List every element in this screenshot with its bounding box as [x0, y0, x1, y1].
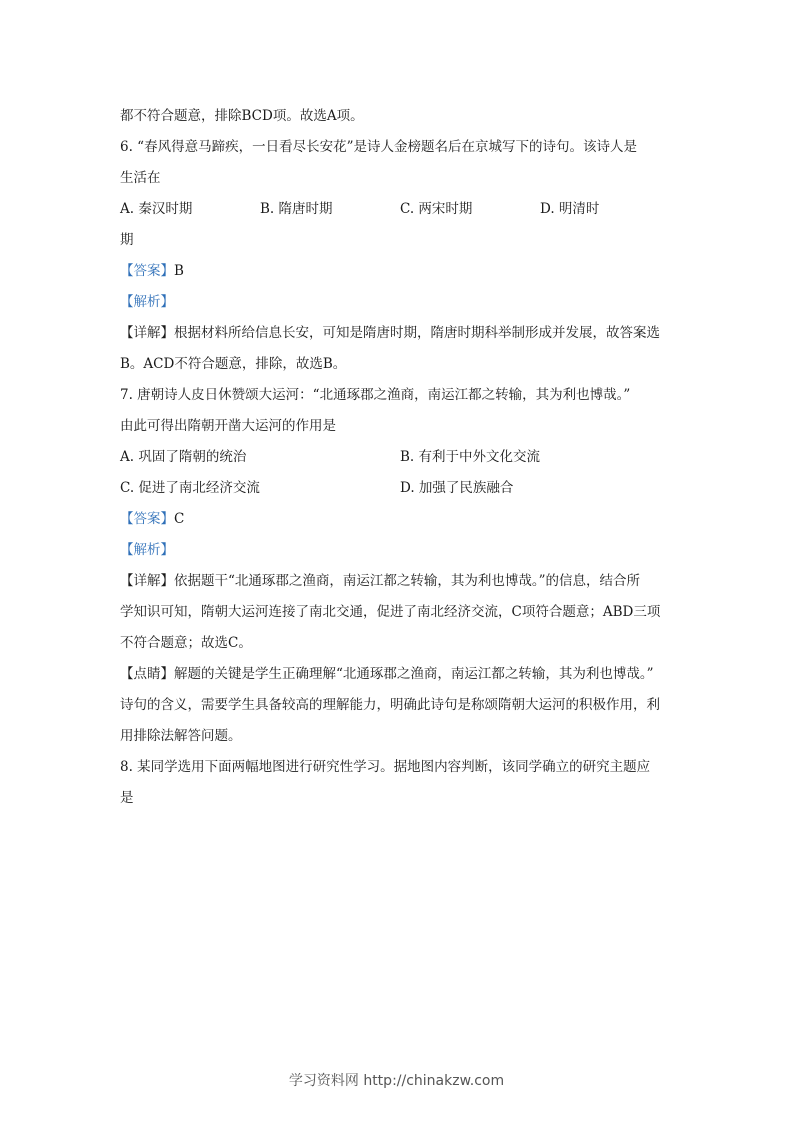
- answer-tag: 【答案】: [120, 511, 174, 527]
- question-8-stem-cont: 是: [120, 790, 134, 806]
- detail-text: 依据题干“北通琢郡之渔商，南运江都之转输，其为利也博哉。”的信息，结合所: [174, 573, 641, 589]
- detail-line: [120, 318, 680, 349]
- note-line: [120, 659, 680, 690]
- option-a: A. 秦汉时期: [120, 201, 193, 217]
- option-d: D. 明清时: [540, 201, 600, 217]
- question-7-options-row1: [120, 442, 680, 473]
- option-c: C. 促进了南北经济交流: [120, 480, 260, 496]
- detail-line-cont: 学知识可知，隋朝大运河连接了南北交通，促进了南北经济交流，C项符合题意；ABD三项: [120, 604, 661, 620]
- answer-value: C: [174, 511, 185, 527]
- footer-watermark: 学习资料网 http://chinakzw.com: [288, 1073, 505, 1089]
- detail-tag: 【详解】: [120, 573, 174, 589]
- detail-text: 根据材料所给信息长安，可知是隋唐时期，隋唐时期科举制形成并发展，故答案选: [174, 325, 660, 341]
- question-6-stem: 6. “春风得意马蹄疾，一日看尽长安花”是诗人金榜题名后在京城写下的诗句。该诗人是: [120, 139, 637, 155]
- answer-line: [120, 504, 680, 535]
- question-7-stem: 7. 唐朝诗人皮日休赞颂大运河：“北通琢郡之渔商，南运江都之转输，其为利也博哉。”: [120, 387, 631, 403]
- detail-line-cont: B。ACD不符合题意，排除，故选B。: [120, 356, 347, 372]
- question-7-options-row2: [120, 473, 680, 504]
- analysis-line: [120, 535, 680, 566]
- note-line-cont: 诗句的含义，需要学生具备较高的理解能力，明确此诗句是称颂隋朝大运河的积极作用，利: [120, 697, 660, 713]
- analysis-tag: 【解析】: [120, 542, 174, 558]
- answer-tag: 【答案】: [120, 263, 174, 279]
- option-a: A. 巩固了隋朝的统治: [120, 449, 247, 465]
- answer-value: B: [174, 263, 184, 279]
- option-b: B. 有利于中外文化交流: [400, 449, 541, 465]
- text-line: 都不符合题意，排除BCD项。故选A项。: [120, 108, 364, 124]
- detail-line-cont: 不符合题意；故选C。: [120, 635, 252, 651]
- question-7-stem-cont: 由此可得出隋朝开凿大运河的作用是: [120, 418, 336, 434]
- question-6-options: [120, 194, 680, 225]
- note-text: 解题的关键是学生正确理解“北通琢郡之渔商，南运江都之转输，其为利也博哉。”: [174, 666, 654, 682]
- option-d-wrap: 期: [120, 232, 134, 248]
- document-body: [120, 101, 680, 814]
- analysis-line: [120, 287, 680, 318]
- question-6-stem-cont: 生活在: [120, 170, 161, 186]
- note-line-cont: 用排除法解答问题。: [120, 728, 242, 744]
- answer-line: [120, 256, 680, 287]
- detail-tag: 【详解】: [120, 325, 174, 341]
- option-c: C. 两宋时期: [400, 201, 473, 217]
- note-tag: 【点睛】: [120, 666, 174, 682]
- question-8-stem: 8. 某同学选用下面两幅地图进行研究性学习。据地图内容判断，该同学确立的研究主题应: [120, 759, 651, 775]
- option-b: B. 隋唐时期: [260, 201, 333, 217]
- option-d: D. 加强了民族融合: [400, 480, 514, 496]
- detail-line: [120, 566, 680, 597]
- analysis-tag: 【解析】: [120, 294, 174, 310]
